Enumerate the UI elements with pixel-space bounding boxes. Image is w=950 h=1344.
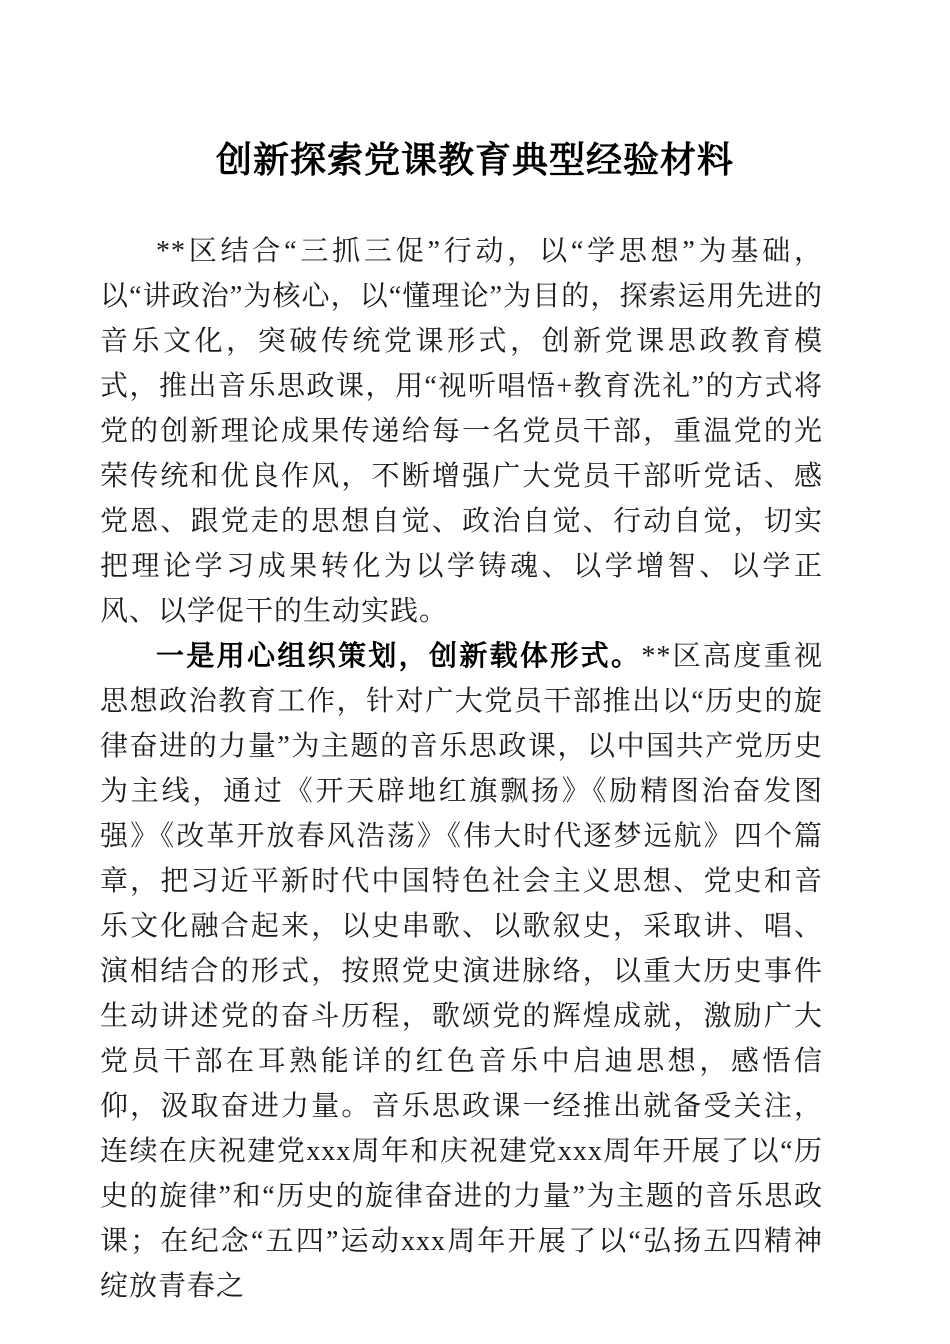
paragraph-2-lead: 一是用心组织策划，创新载体形式。 <box>156 641 642 672</box>
paragraph-2 <box>100 634 823 1309</box>
paragraph-1 <box>100 229 823 634</box>
document-body <box>100 229 823 1309</box>
document-title: 创新探索党课教育典型经验材料 <box>215 140 734 180</box>
paragraph-2-text: **区高度重视思想政治教育工作，针对广大党员干部推出以“历史的旋律奋进的力量”为主题的音乐思政课，以中国共产党历史为主线，通过《开天辟地红旗飘扬》《励精图治奋发图强》《改革开放春风浩荡》《伟大时代逐梦远航》四个篇章，把习近平新时代中国特色社会主义思想、党史和音乐文化融合起来，以史串歌、以歌叙史，采取讲、唱、演相结合的形式，按照党史演进脉络，以重大历史事件生动讲述党的奋斗历程，歌颂党的辉煌成就，激励广大党员干部在耳熟能详的红色音乐中启迪思想，感悟信仰，汲取奋进力量。音乐思政课一经推出就备受关注，连续在庆祝建党xxx周年和庆祝建党xxx周年开展了以“历史的旋律”和“历史的旋律奋进的力量”为主题的音乐思政课；在纪念“五四”运动xxx周年开展了以“弘扬五四精神绽放青春之 <box>100 641 823 1302</box>
paragraph-1-text: **区结合“三抓三促”行动，以“学思想”为基础，以“讲政治”为核心，以“懂理论”为目的，探索运用先进的音乐文化，突破传统党课形式，创新党课思政教育模式，推出音乐思政课，用“视听唱悟+教育洗礼”的方式将党的创新理论成果传递给每一名党员干部，重温党的光荣传统和优良作风，不断增强广大党员干部听党话、感党恩、跟党走的思想自觉、政治自觉、行动自觉，切实把理论学习成果转化为以学铸魂、以学增智、以学正风、以学促干的生动实践。 <box>100 236 823 627</box>
